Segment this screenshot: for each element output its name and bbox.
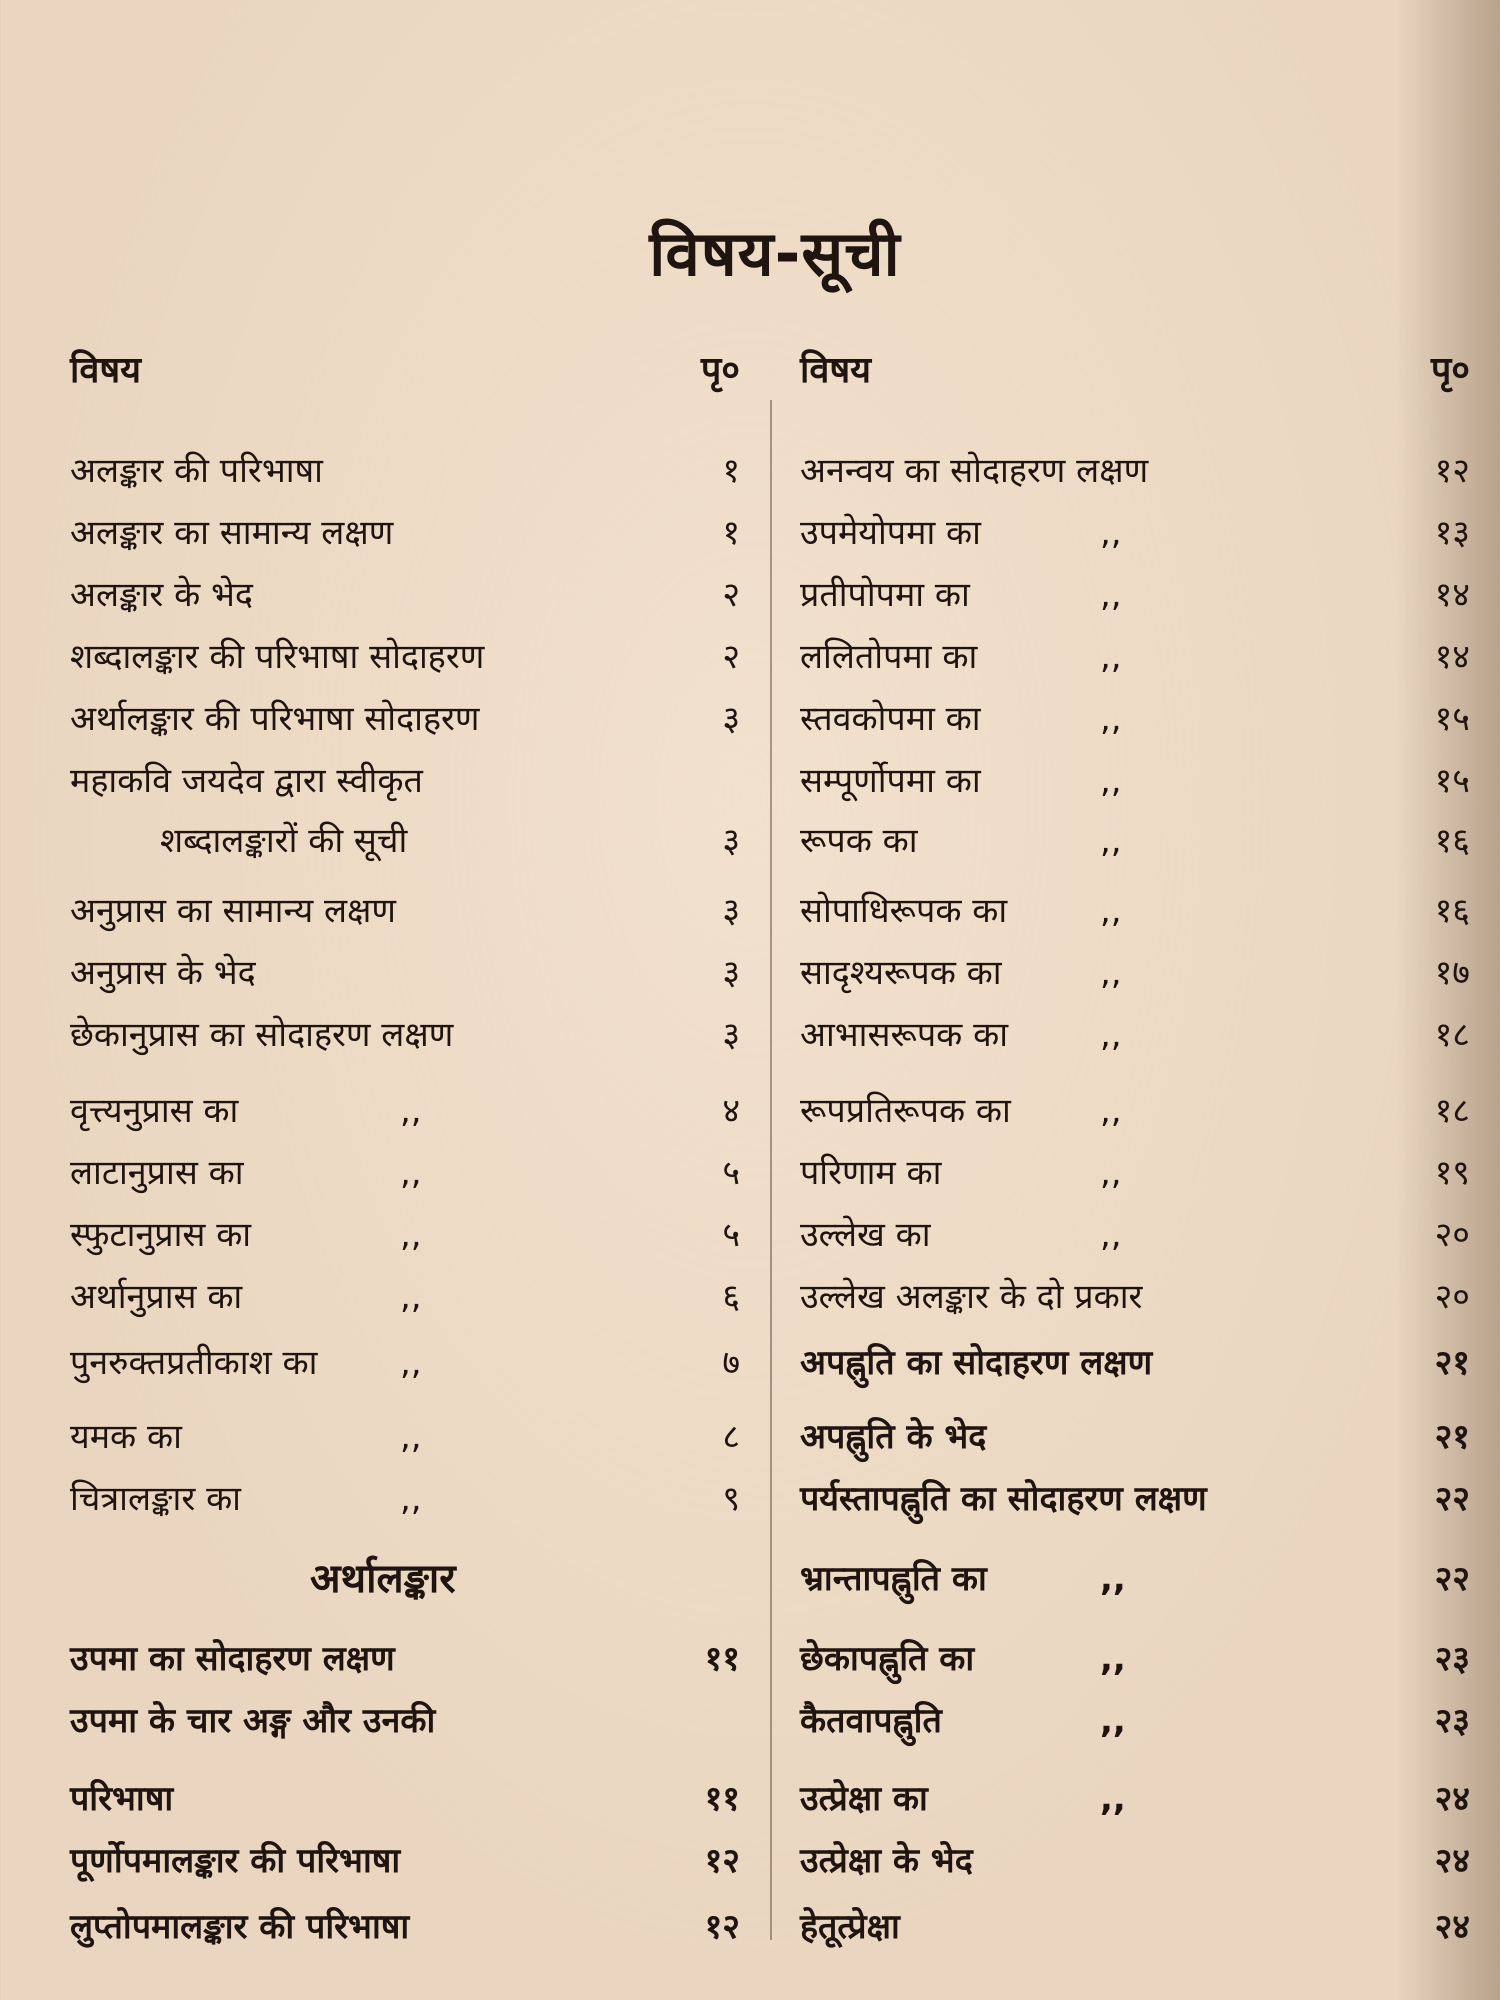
toc-entry-ditto: ,, [1100,1015,1122,1055]
left-column-header [70,340,750,402]
toc-entry [800,1768,1480,1830]
toc-entry [800,1406,1480,1468]
toc-entry [800,688,1480,750]
toc-entry-page: १५ [1434,699,1470,739]
toc-entry-page: २ [722,575,740,615]
toc-entry-label: अनन्वय का सोदाहरण लक्षण [800,451,1149,491]
toc-entry-label: अर्थालङ्कार [310,1556,456,1602]
toc-entry-label: आभासरूपक का [800,1015,1009,1055]
column-divider [770,400,772,1940]
toc-entry-ditto: ,, [1100,891,1122,931]
toc-entry [70,1332,750,1394]
toc-entry-page: २४ [1434,1779,1470,1819]
toc-entry-label: यमक का [70,1417,182,1457]
toc-entry-label: परिभाषा [70,1779,174,1819]
toc-entry-ditto: ,, [400,1343,422,1383]
toc-entry-page: १६ [1434,891,1470,931]
toc-entry [70,1004,750,1066]
toc-entry-page: ५ [722,1153,740,1193]
toc-entry [70,502,750,564]
toc-entry-page: १२ [704,1907,740,1947]
toc-entry-label: अर्थानुप्रास का [70,1277,243,1317]
toc-entry [800,1830,1480,1892]
toc-entry [800,942,1480,1004]
toc-entry [70,1896,750,1958]
toc-entry-page: १६ [1434,821,1470,861]
toc-entry [800,1690,1480,1752]
toc-entry-label: भ्रान्तापह्नुति का [800,1559,987,1599]
toc-entry [800,440,1480,502]
toc-entry-label: शब्दालङ्कारों की सूची [160,821,408,861]
toc-entry [800,750,1480,812]
toc-entry [70,1204,750,1266]
toc-entry [70,1768,750,1830]
toc-entry-label: शब्दालङ्कार की परिभाषा सोदाहरण [70,637,485,677]
toc-entry-page: १८ [1434,1015,1470,1055]
toc-entry-page: १३ [1434,513,1470,553]
toc-entry-page: २२ [1434,1559,1470,1599]
toc-entry-page: २० [1434,1215,1470,1255]
toc-entry-label: उपमा का सोदाहरण लक्षण [70,1639,395,1679]
toc-entry-ditto: ,, [1100,575,1122,615]
toc-entry-label: लाटानुप्रास का [70,1153,244,1193]
toc-entry-page: ३ [722,953,740,993]
toc-entry-page: १४ [1434,637,1470,677]
toc-entry [70,1142,750,1204]
toc-entry-label: उल्लेख का [800,1215,931,1255]
toc-entry-label: उपमा के चार अङ्ग और उनकी [70,1701,436,1741]
header-page: पृ० [1430,350,1470,391]
toc-entry-page: १५ [1434,761,1470,801]
toc-entry-page: २३ [1434,1639,1470,1679]
toc-entry-label: वृत्त्यनुप्रास का [70,1091,239,1131]
toc-entry-label: लुप्तोपमालङ्कार की परिभाषा [70,1907,410,1947]
toc-entry-label: अनुप्रास का सामान्य लक्षण [70,891,397,931]
toc-entry-label: सादृश्यरूपक का [800,953,1002,993]
toc-entry-page: ५ [722,1215,740,1255]
toc-entry-page: ३ [722,821,740,861]
toc-entry-ditto: ,, [1100,953,1122,993]
toc-entry-ditto: ,, [1100,761,1122,801]
toc-entry-page: ३ [722,891,740,931]
header-page: पृ० [700,350,740,391]
toc-entry [70,942,750,1004]
toc-entry [800,810,1480,872]
toc-entry-ditto: ,, [1100,1779,1126,1819]
header-subject: विषय [70,350,142,391]
toc-entry-ditto: ,, [1100,513,1122,553]
toc-entry-page: ७ [722,1343,740,1383]
toc-entry [70,1080,750,1142]
toc-entry-page: ९ [722,1479,740,1519]
toc-entry-page: ११ [704,1639,740,1679]
toc-entry-page: २२ [1434,1479,1470,1519]
toc-entry [70,1690,750,1752]
toc-entry-page: २४ [1434,1907,1470,1947]
toc-entry-label: अलङ्कार की परिभाषा [70,451,323,491]
toc-entry-ditto: ,, [1100,1559,1126,1599]
toc-entry [800,880,1480,942]
toc-entry [70,1266,750,1328]
toc-entry-label: अपह्नुति के भेद [800,1417,987,1457]
toc-entry [800,1896,1480,1958]
toc-entry-label: रूपक का [800,821,918,861]
toc-entry-label: अर्थालङ्कार की परिभाषा सोदाहरण [70,699,480,739]
toc-entry-label: अपह्नुति का सोदाहरण लक्षण [800,1343,1153,1383]
toc-entry-page: ३ [722,699,740,739]
toc-entry [800,1468,1480,1530]
toc-entry [70,626,750,688]
toc-entry [800,1266,1480,1328]
toc-entry-label: पुनरुक्तप्रतीकाश का [70,1343,318,1383]
toc-entry-label: पूर्णोपमालङ्कार की परिभाषा [70,1841,401,1881]
toc-entry-ditto: ,, [400,1091,422,1131]
toc-entry-label: अलङ्कार के भेद [70,575,253,615]
toc-entry-ditto: ,, [1100,1701,1126,1741]
toc-entry [70,750,750,812]
toc-entry-page: २० [1434,1277,1470,1317]
toc-entry [70,1548,750,1610]
toc-entry-label: उत्प्रेक्षा का [800,1779,928,1819]
right-column-header [800,340,1480,402]
header-subject: विषय [800,350,872,391]
toc-entry-page: १९ [1434,1153,1470,1193]
toc-entry [800,1628,1480,1690]
toc-entry-page: १८ [1434,1091,1470,1131]
toc-entry-label: रूपप्रतिरूपक का [800,1091,1011,1131]
toc-entry-label: उत्प्रेक्षा के भेद [800,1841,973,1881]
toc-entry-label: उल्लेख अलङ्कार के दो प्रकार [800,1277,1143,1317]
toc-entry-label: महाकवि जयदेव द्वारा स्वीकृत [70,761,423,801]
toc-entry-label: हेतूत्प्रेक्षा [800,1907,900,1947]
toc-entry-ditto: ,, [400,1417,422,1457]
toc-entry-page: ४ [722,1091,740,1131]
toc-entry-label: छेकापह्नुति का [800,1639,975,1679]
toc-entry-label: पर्यस्तापह्नुति का सोदाहरण लक्षण [800,1479,1207,1519]
toc-entry-page: १ [722,513,740,553]
toc-entry [800,626,1480,688]
toc-entry-page: २ [722,637,740,677]
toc-entry-label: सोपाधिरूपक का [800,891,1008,931]
toc-entry-ditto: ,, [400,1153,422,1193]
toc-entry [70,1830,750,1892]
toc-entry [800,1142,1480,1204]
toc-entry-ditto: ,, [1100,1639,1126,1679]
toc-entry-page: ६ [722,1277,740,1317]
toc-entry-page: १७ [1434,953,1470,993]
toc-entry [800,1004,1480,1066]
toc-entry-ditto: ,, [1100,1153,1122,1193]
toc-entry-ditto: ,, [1100,699,1122,739]
toc-entry [800,502,1480,564]
toc-entry-page: १४ [1434,575,1470,615]
toc-entry-page: ८ [722,1417,740,1457]
toc-entry-label: अलङ्कार का सामान्य लक्षण [70,513,394,553]
toc-entry [800,1548,1480,1610]
toc-entry [70,440,750,502]
toc-entry-page: ३ [722,1015,740,1055]
toc-entry [70,810,750,872]
toc-entry [70,564,750,626]
toc-entry-label: चित्रालङ्कार का [70,1479,241,1519]
toc-entry [800,1204,1480,1266]
toc-entry-page: १२ [704,1841,740,1881]
toc-entry-ditto: ,, [1100,821,1122,861]
toc-entry-ditto: ,, [400,1479,422,1519]
toc-entry-ditto: ,, [400,1215,422,1255]
page-title: विषय-सूची [649,217,901,290]
toc-entry-label: छेकानुप्रास का सोदाहरण लक्षण [70,1015,454,1055]
toc-entry-page: २१ [1434,1343,1470,1383]
toc-entry-label: परिणाम का [800,1153,942,1193]
toc-entry-label: उपमेयोपमा का [800,513,981,553]
toc-entry [70,880,750,942]
toc-entry-label: कैतवापह्नुति [800,1701,942,1741]
toc-entry [70,1406,750,1468]
toc-entry [70,1468,750,1530]
toc-entry-ditto: ,, [1100,1091,1122,1131]
toc-entry-label: अनुप्रास के भेद [70,953,256,993]
toc-entry-page: १२ [1434,451,1470,491]
toc-entry-label: स्फुटानुप्रास का [70,1215,252,1255]
toc-entry-page: २१ [1434,1417,1470,1457]
toc-entry-label: ललितोपमा का [800,637,978,677]
toc-entry-label: स्तवकोपमा का [800,699,981,739]
toc-entry-page: १ [722,451,740,491]
toc-entry [70,688,750,750]
toc-entry-page: ११ [704,1779,740,1819]
toc-entry-label: प्रतीपोपमा का [800,575,970,615]
toc-entry-ditto: ,, [1100,637,1122,677]
toc-entry-ditto: ,, [1100,1215,1122,1255]
toc-entry [800,1080,1480,1142]
toc-entry-page: २३ [1434,1701,1470,1741]
toc-entry [70,1628,750,1690]
toc-entry-ditto: ,, [400,1277,422,1317]
toc-entry [800,564,1480,626]
toc-entry-page: २४ [1434,1841,1470,1881]
toc-entry [800,1332,1480,1394]
toc-entry-label: सम्पूर्णोपमा का [800,761,981,801]
